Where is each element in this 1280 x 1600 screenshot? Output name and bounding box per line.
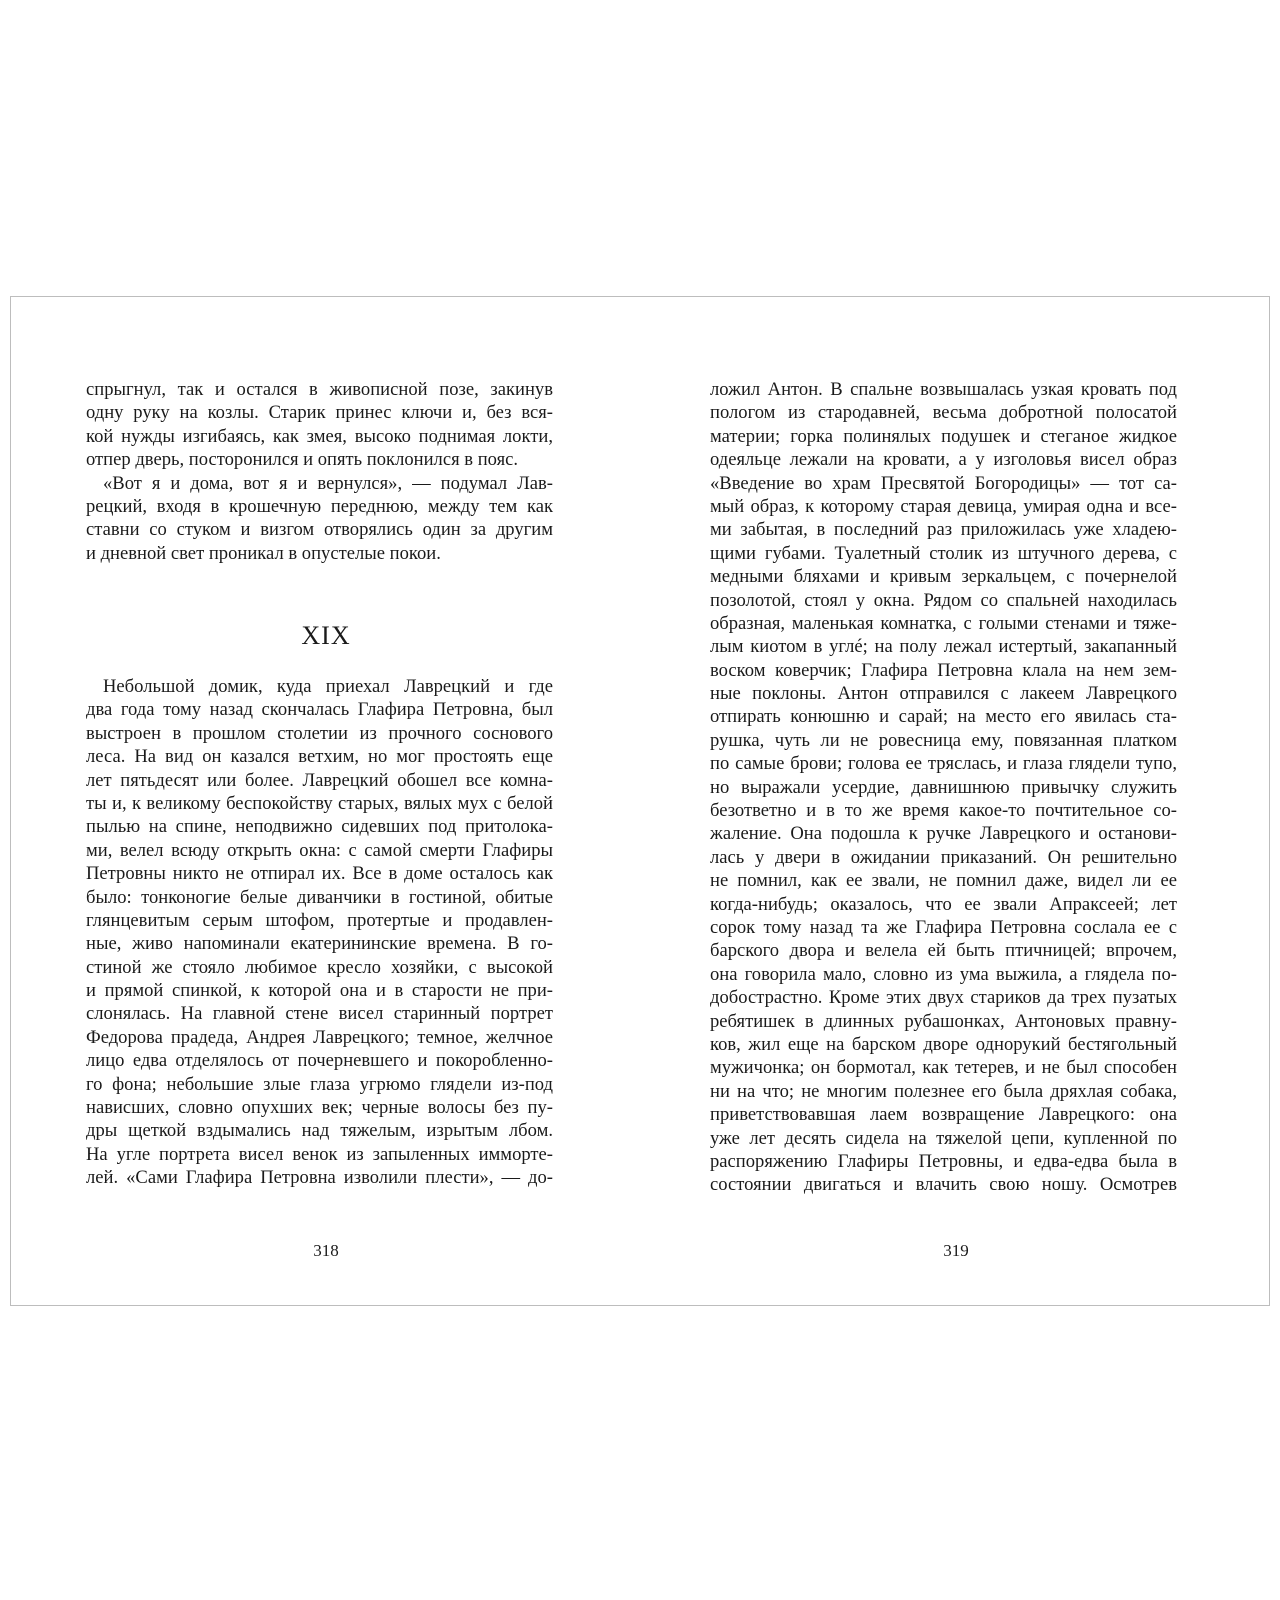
text-line: состоянии двигаться и влачить свою ношу. Осмотрев [710, 1174, 1177, 1196]
text-line: леса. На вид он казался ветхим, но мог простоять еще [86, 746, 553, 768]
text-line: позолотой, стоял у окна. Рядом со спальней находилась [710, 589, 1177, 611]
text-line: рушка, чуть ли не ровесница ему, повязанная платком [710, 729, 1177, 751]
text-line: лицо едва отделялось от почерневшего и покоробленно- [86, 1050, 553, 1072]
text-line: глянцевитым серым штофом, протертые и продавлен- [86, 909, 553, 931]
text-line: ложил Антон. В спальне возвышалась узкая кровать под [710, 379, 1177, 400]
chapter-heading: XIX [301, 621, 351, 650]
right-text [710, 378, 1177, 1197]
left-chapter-text [86, 675, 553, 1190]
text-line: выстроен в прошлом столетии из прочного соснового [86, 722, 553, 744]
text-line: медными бляхами и кривым зеркальцем, с почернелой [710, 566, 1177, 588]
text-line: ми, велел всюду открыть окна: с самой смерти Глафиры [86, 839, 553, 861]
text-line: добострастно. Кроме этих двух стариков да трех пузатых [710, 987, 1177, 1009]
text-line: отпер дверь, посторонился и опять поклонился в пояс. [86, 449, 519, 471]
text-line: ми забытая, в последний раз приложилась уже хладею- [710, 519, 1177, 541]
text-line: материи; горка полинялых подушек и стеганое жидкое [710, 425, 1177, 447]
text-line: На угле портрета висел венок из запыленных имморте- [86, 1143, 553, 1165]
text-line: одну руку на козлы. Старик принес ключи и, без вся- [86, 402, 553, 424]
text-line: Небольшой домик, куда приехал Лаврецкий и где [103, 676, 553, 697]
text-line: сорок тому назад та же Глафира Петровна сослала ее с [710, 916, 1177, 938]
text-line: ные поклоны. Антон отправился с лакеем Лаврецкого [710, 683, 1177, 705]
right-page [641, 297, 1271, 1305]
text-line: воском коверчик; Глафира Петровна клала на нем зем- [710, 659, 1177, 681]
text-line: ни на что; не многим полезнее его была дряхлая собака, [710, 1080, 1177, 1102]
text-line: ков, жил еще на барском дворе однорукий бестягольный [710, 1033, 1177, 1055]
text-line: слонялась. На главной стене висел старинный портрет [86, 1003, 553, 1025]
text-line: щими губами. Туалетный столик из штучного дерева, с [710, 542, 1177, 564]
text-line: отпирать конюшню и сарай; на место его явилась ста- [710, 706, 1177, 728]
left-page [11, 297, 641, 1305]
left-opening-text [86, 378, 553, 565]
text-line: ставни со стуком и визгом отворялись один за другим [86, 519, 553, 541]
text-line: образная, маленькая комнатка, с голыми стенами и тяже- [710, 612, 1177, 634]
text-line: рецкий, входя в крошечную переднюю, между тем как [86, 495, 553, 517]
text-line: она говорила мало, словно из ума выжила, а глядела по- [710, 963, 1177, 985]
text-line: уже лет десять сидела на тяжелой цепи, купленной по [710, 1127, 1177, 1149]
text-line: мый образ, к которому старая девица, умирая одна и все- [710, 495, 1177, 517]
text-line: не помнил, как ее звали, не помнил даже, видел ли ее [710, 870, 1177, 892]
page-number-right: 319 [943, 1241, 969, 1260]
text-line: по самые брови; голова ее тряслась, и глаза глядели тупо, [710, 753, 1177, 775]
book-spread [10, 296, 1270, 1306]
text-line: барского двора и велела ей быть птичницей; впрочем, [710, 940, 1177, 962]
text-line: лась у двери в ожидании приказаний. Он решительно [710, 846, 1177, 868]
text-line: одеяльце лежали на кровати, а у изголовья висел образ [710, 449, 1177, 471]
page-number-left: 318 [313, 1241, 339, 1260]
text-line: го фона; небольшие злые глаза угрюмо глядели из-под [86, 1073, 553, 1095]
text-line: «Вот я и дома, вот я и вернулся», — подумал Лав- [103, 472, 553, 494]
text-line: лет пятьдесят или более. Лаврецкий обошел все комна- [86, 769, 553, 791]
text-line: ребятишек в длинных рубашонках, Антоновых правну- [710, 1010, 1177, 1032]
text-line: безответно и в то же время какое-то почтительное со- [710, 800, 1177, 822]
text-line: лым киотом в углé; на полу лежал истертый, закапанный [710, 636, 1177, 658]
text-line: два года тому назад скончалась Глафира Петровна, был [86, 699, 553, 721]
text-line: Петровны никто не отпирал их. Все в доме осталось как [86, 863, 553, 885]
text-line: пологом из стародавней, весьма добротной полосатой [710, 402, 1177, 424]
text-line: было: тонконогие белые диванчики в гостиной, обитые [86, 886, 553, 908]
text-line: кой нужды изгибаясь, как змея, высоко поднимая локти, [86, 425, 553, 447]
text-line: мужичонка; он бормотал, как тетерев, и не был способен [710, 1057, 1177, 1079]
text-line: спрыгнул, так и остался в живописной позе, закинув [86, 379, 553, 400]
text-line: нависших, словно опухших век; черные волосы без пу- [86, 1097, 553, 1119]
text-line: приветствовавшая лаем возвращение Лаврецкого: она [710, 1104, 1177, 1126]
text-line: «Введение во храм Пресвятой Богородицы» — тот са- [710, 472, 1177, 494]
text-line: но выражали усердие, давнишнюю привычку служить [710, 776, 1177, 798]
text-line: Федорова прадеда, Андрея Лаврецкого; темное, желчное [86, 1026, 553, 1048]
text-line: ные, живо напоминали екатерининские времена. В го- [86, 933, 553, 955]
text-line: дры щеткой вздымались над тяжелым, изрытым лбом. [86, 1120, 553, 1142]
text-line: и прямой спинкой, к которой она и в старости не при- [86, 980, 553, 1002]
text-line: пылью на спине, неподвижно сидевших под притолока- [86, 816, 553, 838]
text-line: и дневной свет проникал в опустелые покои. [86, 542, 441, 564]
text-line: стиной же стояло любимое кресло хозяйки, с высокой [86, 956, 553, 978]
text-line: когда-нибудь; оказалось, что ее звали Апраксеей; лет [710, 893, 1177, 915]
text-line: распоряжению Глафиры Петровны, и едва-едва была в [710, 1150, 1177, 1172]
text-line: жаление. Она подошла к ручке Лаврецкого и останови- [710, 823, 1177, 845]
text-line: ты и, к великому беспокойству старых, вялых мух с белой [86, 792, 553, 814]
text-line: лей. «Сами Глафира Петровна изволили плести», — до- [86, 1167, 553, 1189]
